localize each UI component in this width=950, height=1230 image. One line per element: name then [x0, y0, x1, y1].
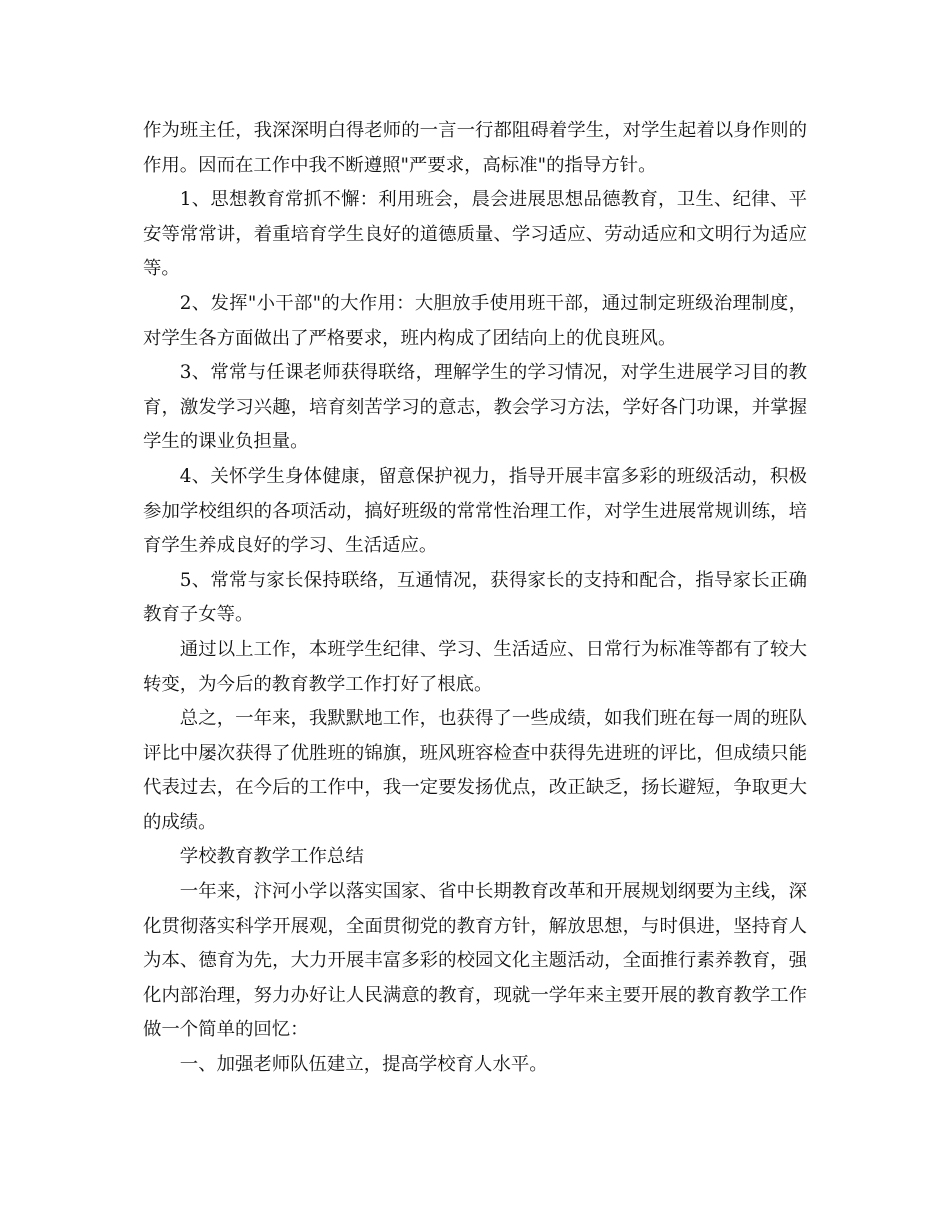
paragraph-item-2: 2、发挥"小干部"的大作用：大胆放手使用班干部，通过制定班级治理制度，对学生各方面做出了严格要求，班内构成了团结向上的优良班风。	[143, 292, 807, 349]
paragraph-item-4: 4、关怀学生身体健康，留意保护视力，指导开展丰富多彩的班级活动，积极参加学校组织的各项活动，搞好班级的常常性治理工作，对学生进展常规训练，培育学生养成良好的学习、生活适应。	[143, 465, 807, 557]
paragraph-item-3: 3、常常与任课老师获得联络，理解学生的学习情况，对学生进展学习目的教育，激发学习兴趣，培育刻苦学习的意志，教会学习方法，学好各门功课，并掌握学生的课业负担量。	[143, 362, 807, 453]
section-title: 学校教育教学工作总结	[179, 846, 364, 868]
paragraph-item-1: 1、思想教育常抓不懈：利用班会，晨会进展思想品德教育，卫生、纪律、平安等常常讲，着重培育学生良好的道德质量、学习适应、劳动适应和文明行为适应等。	[143, 189, 807, 280]
paragraph-item-5: 5、常常与家长保持联络，互通情况，获得家长的支持和配合，指导家长正确教育子女等。	[143, 569, 807, 626]
paragraph-intro: 作为班主任，我深深明白得老师的一言一行都阻碍着学生，对学生起着以身作则的作用。因而在工作中我不断遵照"严要求，高标准"的指导方针。	[143, 120, 807, 176]
document-body	[143, 114, 807, 1083]
paragraph-conclusion: 总之，一年来，我默默地工作，也获得了一些成绩，如我们班在每一周的班队评比中屡次获得了优胜班的锦旗，班风班容检查中获得先进班的评比，但成绩只能代表过去，在今后的工作中，我一定要发扬优点，改正缺乏，扬长避短，争取更大的成绩。	[143, 708, 807, 833]
paragraph-school-summary: 一年来，汴河小学以落实国家、省中长期教育改革和开展规划纲要为主线，深化贯彻落实科学开展观，全面贯彻党的教育方针，解放思想，与时俱进，坚持育人为本、德育为先，大力开展丰富多彩的校园文化主题活动，全面推行素养教育，强化内部治理，努力办好让人民满意的教育，现就一学年来主要开展的教育教学工作做一个简单的回忆：	[143, 881, 807, 1041]
paragraph-result: 通过以上工作，本班学生纪律、学习、生活适应、日常行为标准等都有了较大转变，为今后的教育教学工作打好了根底。	[143, 638, 807, 695]
paragraph-section-one: 一、加强老师队伍建立，提高学校育人水平。	[179, 1054, 548, 1076]
